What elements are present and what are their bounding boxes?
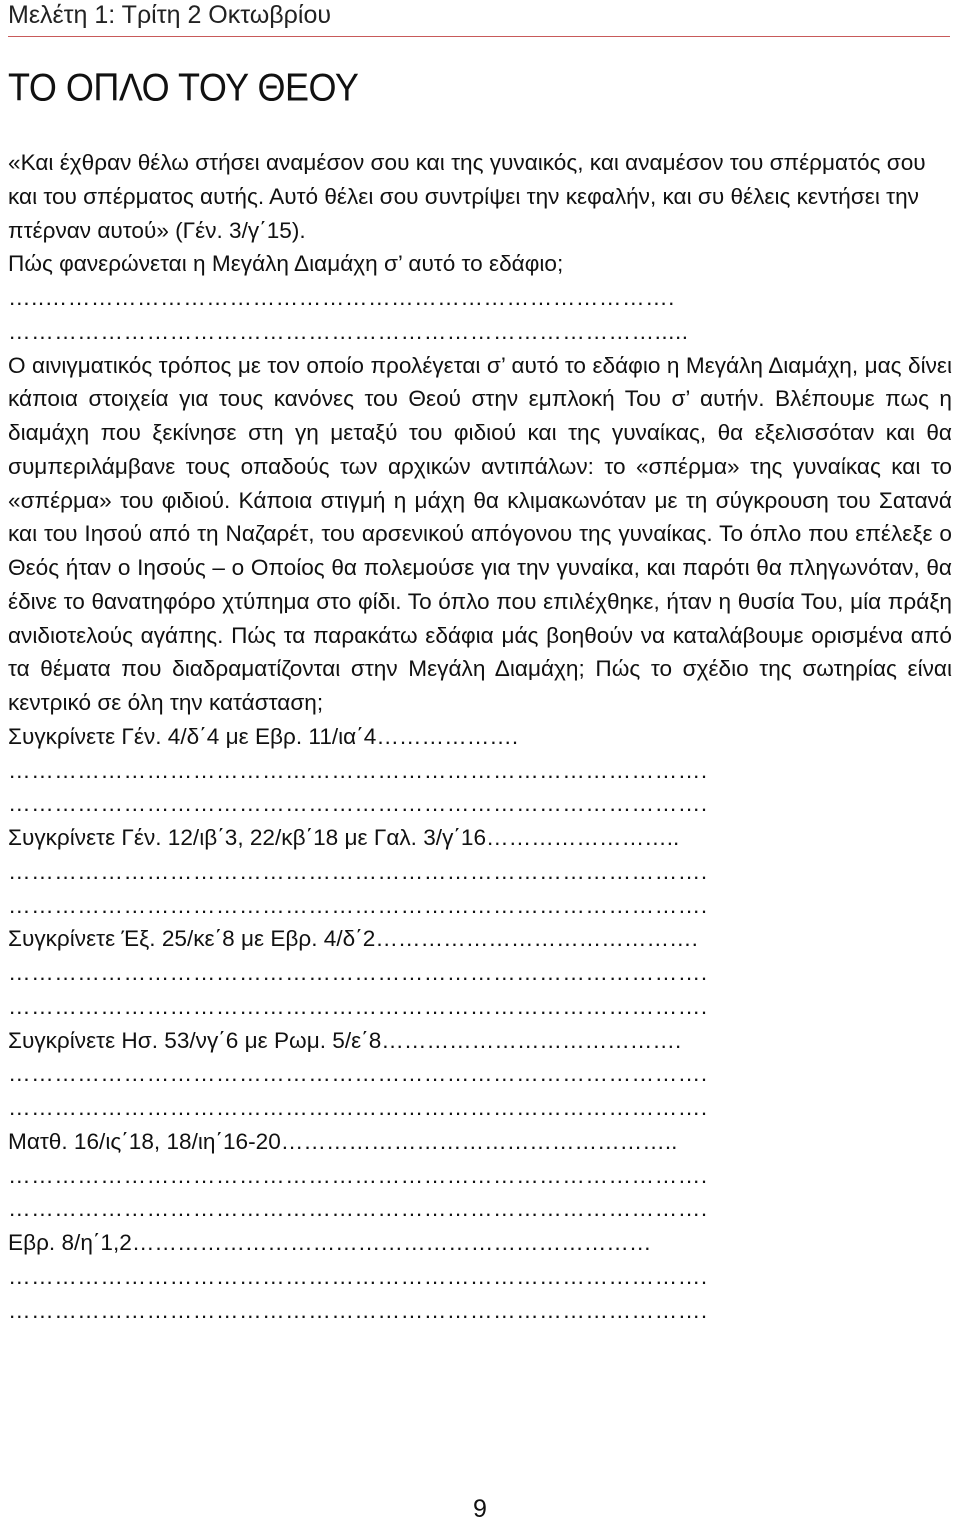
answer-line: ……………………………………………………………………………….: [8, 1263, 708, 1289]
exercise-prompt: Συγκρίνετε Έξ. 25/κε΄8 με Εβρ. 4/δ΄2…………………………………….: [8, 926, 698, 952]
study-paragraph: Ο αινιγματικός τρόπος με τον οποίο προλέγεται σ’ αυτό το εδάφιο η Μεγάλη Διαμάχη, μας δίνει κάποια στοιχεία για τους κανόνες του Θεού στην εμπλοκή Του σ’ αυτήν. Βλέπουμε πως η διαμάχη που ξεκίνησε στη γη μεταξύ του φιδιού και της γυναίκας, θα εξελισσόταν και θα συμπεριλάμβανε τους οπαδούς των αρχικών αντιπάλων: το «σπέρμα» της γυναίκας και το «σπέρμα» του φιδιού. Κάποια στιγμή η μάχη θα κλιμακωνόταν με τη σύγκρουση του Σατανά και του Ιησού από τη Ναζαρέτ, του αρσενικού απόγονου της γυναίκας. Το όπλο που επέλεξε ο Θεός ήταν ο Ιησούς – ο Οποίος θα πολεμούσε για την γυναίκα, και παρότι θα πληγωνόταν, θα έδινε το θανατηφόρο χτύπημα στο φίδι. Το όπλο που επιλέχθηκε, ήταν η θυσία Του, μία πράξη ανιδιοτελούς αγάπης. Πώς τα παρακάτω εδάφια μάς βοηθούν να καταλάβουμε ορισμένα από τα θέματα που διαδραματίζονται στην Μεγάλη Διαμάχη; Πώς το σχέδιο της σωτηρίας είναι κεντρικό σε όλη την κατάσταση;: [8, 352, 952, 715]
page-number: 9: [473, 1495, 487, 1523]
answer-line: ……………………………………………………………………………….: [8, 993, 708, 1019]
answer-line: ……………………………………………………………………………….: [8, 960, 708, 985]
answer-line: ……………………………………………………………………………….: [8, 1095, 708, 1120]
scripture-quote: «Και έχθραν θέλω στήσει αναμέσον σου και της γυναικός, και αναμέσον του σπέρματός σου και του σπέρματος αυτής. Αυτό θέλει σου συντρίψει την κεφαλήν, και συ θέλεις κεντήσει την πτέρναν αυτού» (Γέν. 3/γ΄15).: [8, 150, 926, 243]
answer-line: ……………………………………………………………………………….: [8, 791, 708, 817]
question-1: Πώς φανερώνεται η Μεγάλη Διαμάχη σ’ αυτό το εδάφιο;: [8, 251, 564, 277]
exercise-prompt: Συγκρίνετε Γέν. 4/δ΄4 με Εβρ. 11/ια΄4……………….: [8, 723, 519, 749]
exercise-prompt: Συγκρίνετε Ησ. 53/νγ΄6 με Ρωμ. 5/ε΄8………………………………….: [8, 1027, 682, 1053]
answer-line: …..……………………………………………………………………….: [8, 285, 675, 310]
answer-line: ……………………………………………………………………………….: [8, 1061, 708, 1087]
answer-line: ………………………………………………………………………….....: [8, 318, 689, 344]
answer-line: ……………………………………………………………………………….: [8, 757, 708, 783]
answer-line: ……………………………………………………………………………….: [8, 892, 708, 918]
document-body: [8, 146, 952, 1327]
exercise-prompt: Ματθ. 16/ις΄18, 18/ιη΄16-20……………………………………………..: [8, 1128, 678, 1154]
answer-line: ……………………………………………………………………………….: [8, 1297, 708, 1323]
exercise-prompt: Εβρ. 8/η΄1,2……………………………………………………………: [8, 1230, 652, 1255]
answer-line: ……………………………………………………………………………….: [8, 1162, 708, 1188]
answer-line: ……………………………………………………………………………….: [8, 1196, 708, 1222]
page-header: [8, 0, 950, 37]
lesson-title: ΤΟ ΟΠΛΟ ΤΟΥ ΘΕΟΥ: [8, 65, 359, 110]
answer-line: ……………………………………………………………………………….: [8, 858, 708, 884]
exercise-prompt: Συγκρίνετε Γέν. 12/ιβ΄3, 22/κβ΄18 με Γαλ. 3/γ΄16……………………..: [8, 825, 680, 850]
header-text: Μελέτη 1: Τρίτη 2 Οκτωβρίου: [8, 1, 332, 29]
